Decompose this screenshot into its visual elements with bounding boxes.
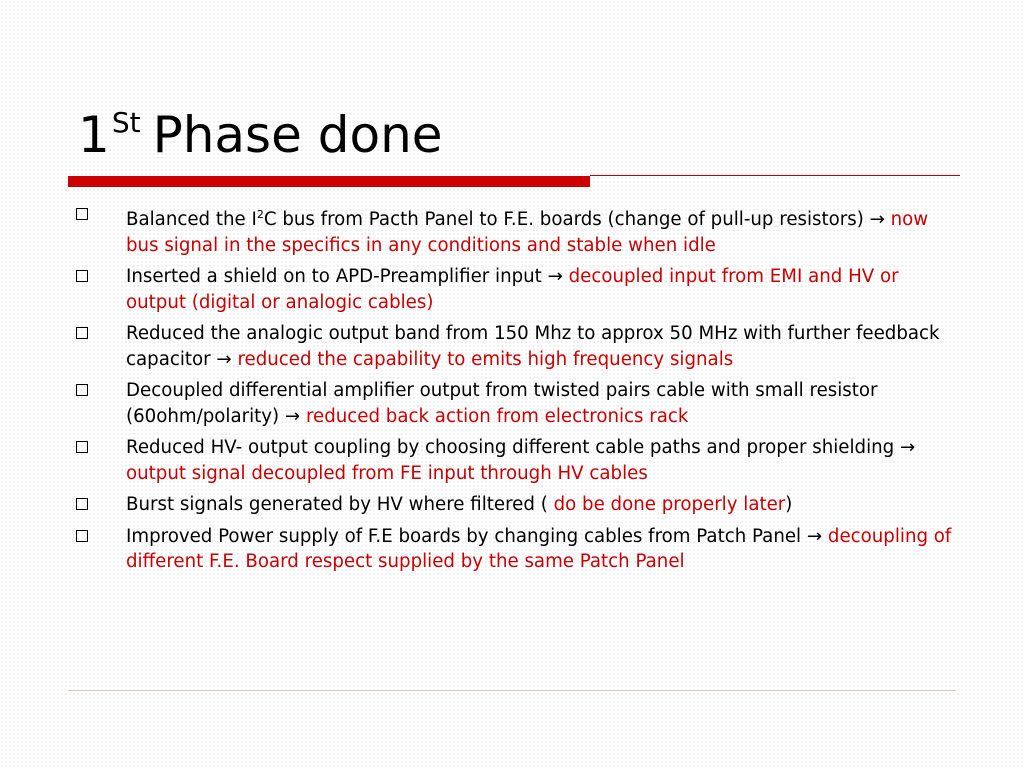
hollow-square-icon <box>76 498 88 510</box>
list-item <box>76 524 956 575</box>
slide-title <box>78 100 443 170</box>
bullet-text-end: ) <box>785 494 793 516</box>
list-item <box>76 492 956 518</box>
bullet-text: Reduced the analogic output band from 150 Mhz to approx 50 MHz with further feedback capacitor <box>126 323 940 370</box>
bullet-text: C bus from Pacth Panel to F.E. boards (change of pull-up resistors) <box>263 209 870 231</box>
bullet-text: Reduced HV- output coupling by choosing different cable paths and proper shielding <box>126 437 901 459</box>
bullet-list <box>76 202 956 581</box>
arrow-icon: → <box>806 525 823 547</box>
title-underline-bar <box>68 176 590 187</box>
bullet-text: Balanced the I <box>126 209 257 231</box>
arrow-icon: → <box>900 437 916 459</box>
bullet-result: decoupled input from EMI and HV or output (digital or analogic cables) <box>126 266 899 313</box>
title-text: Phase done <box>152 106 443 164</box>
bullet-text: Burst signals generated by HV where filtered ( <box>126 494 554 516</box>
list-item <box>76 321 956 372</box>
list-item <box>76 264 956 315</box>
list-item <box>76 378 956 429</box>
hollow-square-icon <box>76 327 88 339</box>
footer-rule <box>68 690 956 691</box>
arrow-icon: → <box>284 405 301 427</box>
list-item <box>76 435 956 486</box>
list-item <box>76 202 956 258</box>
title-superscript: St <box>111 106 141 139</box>
bullet-result: do be done properly later <box>553 494 786 516</box>
bullet-result: now bus signal in the specifics in any conditions and stable when idle <box>126 209 929 256</box>
arrow-icon: → <box>869 209 885 231</box>
hollow-square-icon <box>76 441 88 453</box>
title-number: 1 <box>78 106 110 164</box>
bullet-result: reduced back action from electronics rack <box>300 405 689 427</box>
arrow-icon: → <box>216 348 232 370</box>
arrow-icon: → <box>547 266 563 288</box>
bullet-text: Inserted a shield on to APD-Preamplifier input <box>126 266 548 288</box>
hollow-square-icon <box>76 208 88 220</box>
hollow-square-icon <box>76 270 88 282</box>
bullet-result: reduced the capability to emits high frequency signals <box>231 348 734 370</box>
hollow-square-icon <box>76 384 88 396</box>
bullet-superscript: 2 <box>256 208 264 221</box>
hollow-square-icon <box>76 530 88 542</box>
bullet-text: Decoupled differential amplifier output from twisted pairs cable with small resistor (60ohm/polarity) <box>126 380 878 427</box>
bullet-text: Improved Power supply of F.E boards by changing cables from Patch Panel <box>126 525 807 547</box>
bullet-result: output signal decoupled from FE input through HV cables <box>126 462 648 484</box>
title-underline-thin <box>590 175 960 176</box>
bullet-result: decoupling of different F.E. Board respect supplied by the same Patch Panel <box>126 525 952 573</box>
